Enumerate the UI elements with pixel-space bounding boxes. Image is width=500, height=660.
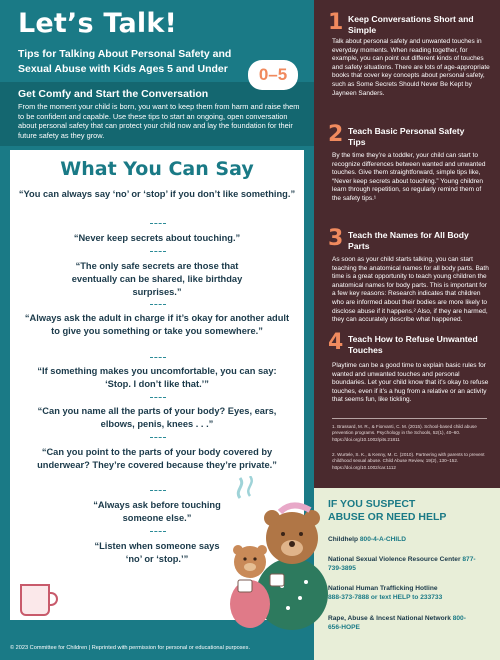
hot-chocolate-talk-logo (10, 578, 210, 624)
quote-item: “Never keep secrets about touching.” (73, 233, 241, 243)
step-heading: Teach How to Refuse Unwanted Touches (348, 334, 478, 355)
quote-item: “If something makes you uncomfortable, you can say: ‘Stop. I don’t like that.’” (37, 366, 277, 389)
dashed-divider (150, 251, 166, 252)
help-item-nsvrc (328, 556, 478, 574)
help-org-name: National Sexual Violence Resource Center (328, 556, 461, 563)
dashed-divider (150, 531, 166, 532)
dashed-divider (150, 357, 166, 358)
quote-item: “Always ask before touching someone else.” (93, 500, 221, 523)
step-heading: Teach Basic Personal Safety Tips (348, 126, 465, 147)
what-you-can-say-heading: What You Can Say (60, 158, 254, 180)
page-title: Let’s Talk! (18, 8, 178, 39)
steam-icon (248, 476, 251, 496)
copyright-footer: © 2023 Committee for Children | Reprinted with permission for personal or educational purposes. (10, 645, 251, 651)
help-org-name: National Human Trafficking Hotline (328, 585, 438, 592)
bear-ear (304, 510, 320, 526)
help-heading-line: IF YOU SUSPECT (328, 498, 416, 510)
quote-item: “Can you point to the parts of your body covered by underwear? They’re covered because they’re private.” (37, 447, 277, 470)
help-item-rainn (328, 615, 468, 633)
bears-illustration (220, 476, 330, 636)
reference-item: 1. Brassard, M. R., & Fiorvanti, C. M. (2015). School-based child abuse prevention programs. Psychology in the Schools, 52(1), 40–60. https://doi.org/10.1002/pits.21811 (332, 424, 477, 442)
dashed-divider (150, 304, 166, 305)
step-body: By the time they’re a toddler, your child can start to recognize differences between wanted and unwanted touches. Give them straightforward, simple tips like, “Never keep secrets about touching.” Young children learn through repetition, so regularly remind them of the safety tips.¹ (332, 152, 486, 202)
mug-handle-icon (48, 592, 58, 606)
help-phone: 877-739-3895 (328, 556, 476, 572)
bear-ear (264, 510, 280, 526)
steam-icon (238, 478, 241, 498)
dashed-divider (150, 397, 166, 398)
quote-item: “Listen when someone says ‘no’ or ‘stop.’” (94, 541, 220, 564)
quote-item: “Always ask the adult in charge if it’s okay for another adult to give you something or take you somewhere.” (24, 313, 290, 336)
help-phone: 800-656-HOPE (328, 615, 466, 631)
help-item-trafficking (328, 585, 498, 603)
help-item-childhelp (328, 536, 498, 545)
headband (280, 505, 310, 512)
quote-item: “The only safe secrets are those that eventually can be shared, like birthday surprises.” (71, 261, 243, 297)
help-box (314, 488, 500, 660)
page-subtitle: Tips for Talking About Personal Safety and Sexual Abuse with Kids Ages 5 and Under (18, 48, 232, 75)
step-body: As soon as your child starts talking, you can start teaching the anatomical names for all body parts. Bath time is a great opportunity to teach young children the anatomical names for body parts. This is important for a few key reasons: Research indicates that children who are informed about their bodies are more likely to disclose abuse if it happens.² Also, if they are harmed, they can accurately describe what happened. (332, 256, 489, 324)
comfy-body: From the moment your child is born, you want to keep them from harm and raise them to be confident and capable. Use these tips to start an ongoing, open conversation about personal safety that can protect your child now and lay the foundation for their future safety as they grow. (18, 102, 300, 140)
help-heading-line: ABUSE OR NEED HELP (328, 510, 447, 523)
age-badge: 0–5 (248, 60, 298, 90)
step-number: 4 (328, 330, 344, 355)
quote-item: “You can always say ‘no’ or ‘stop’ if you don’t like something.” (18, 189, 296, 199)
tips-column (314, 0, 500, 488)
help-heading (328, 498, 446, 523)
comfy-heading: Get Comfy and Start the Conversation (18, 88, 209, 100)
help-phone: 800-4-A-CHILD (359, 536, 407, 543)
mug-icon (20, 584, 50, 616)
mug-icon (238, 580, 252, 592)
comfy-section (0, 82, 314, 146)
references-divider (332, 418, 487, 419)
quote-item: “Can you name all the parts of your body? Eyes, ears, elbows, penis, knees . . .” (37, 406, 277, 429)
step-number: 1 (328, 10, 344, 35)
dashed-divider (150, 490, 166, 491)
step-body: Playtime can be a good time to explain basic rules for wanted and unwanted touches and personal boundaries. Let your child know that it’s okay to refuse touches, even if it’s a hug from a relative or an activity that seems fun, like tickling. (332, 362, 489, 404)
step-number: 3 (328, 226, 344, 251)
dashed-divider (150, 437, 166, 438)
help-org-name: Rape, Abuse & Incest National Network (328, 615, 451, 622)
step-number: 2 (328, 122, 344, 147)
mug-icon (270, 574, 284, 586)
help-org-name: Childhelp (328, 536, 359, 543)
reference-item: 2. Wurtele, S. K., & Kenny, M. C. (2010). Partnering with parents to prevent childhood sexual abuse. Child Abuse Review, 19(2), 130–152. https://doi.org/10.1002/car.1112 (332, 452, 485, 470)
step-body: Talk about personal safety and unwanted touches in everyday moments. When reading together, for example, you can point out different kinds of touches and safety situations. There are lots of age-appropriate books that cover key concepts about personal safety, such as Some Secrets Should Never Be Kept by Jayneen Sanders. (332, 38, 490, 97)
step-heading: Teach the Names for All Body Parts (348, 230, 469, 251)
step-heading: Keep Conversations Short and Simple (348, 14, 474, 35)
logo-text: HOT CHOCOLATE TALK™ (66, 596, 183, 622)
dashed-divider (150, 223, 166, 224)
help-phone: 888-373-7888 or text HELP to 233733 (328, 593, 443, 601)
